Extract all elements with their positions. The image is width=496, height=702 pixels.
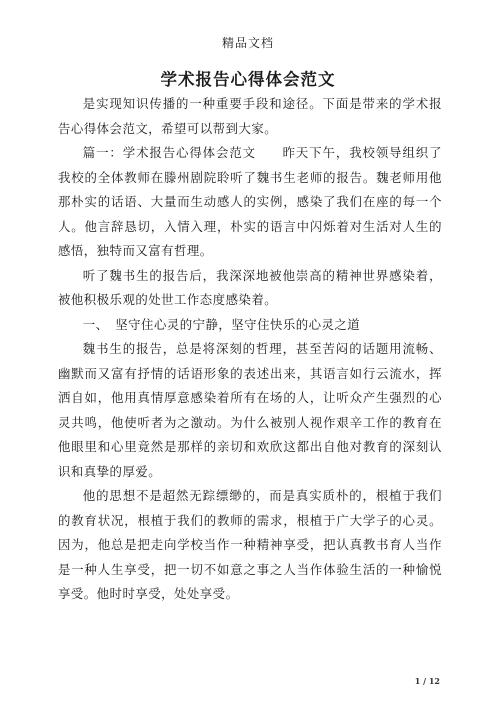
page-number: 1 / 12 [414,676,440,686]
document-title: 学术报告心得体会范文 [160,70,336,89]
paragraph-thoughts: 他的思想不是超然无踪缥缈的，而是真实质朴的，根植于我们的教育状况，根植于我们的教师的需求，根植于广大学子的心灵。因为，他总是把走向学校当作一种精神享受，把认真教书育人当作是一种人生享受，把一切不如意之事之人当作体验生活的一种愉悦享受。他时时享受，处处享受。 [58,488,442,601]
paragraph-report-style: 魏书生的报告，总是将深刻的哲理，甚至苦闷的话题用流畅、幽默而又富有抒情的话语形象的表述出来，其语言如行云流水，挥洒自如，他用真情厚意感染着所有在场的人，让听众产生强烈的心灵共鸣，他使听者为之激动。为什么被别人视作艰辛工作的教育在他眼里和心里竟然是那样的亲切和欢欣这都出自他对教育的深刻认识和真挚的厚爱。 [58,341,442,479]
paragraph-intro: 是实现知识传播的一种重要手段和途径。下面是带来的学术报告心得体会范文，希望可以帮到大家。 [58,96,442,136]
paragraph-impression: 听了魏书生的报告后，我深深地被他崇高的精神世界感染着，被他积极乐观的处世工作态度感染着。 [58,267,442,307]
paragraph-article-one: 篇一：学术报告心得体会范文 昨天下午，我校领导组织了我校的全体教师在滕州剧院聆听了魏书生老师的报告。魏老师用他那朴实的话语、大量而生动感人的实例，感染了我们在座的每一个人。他言辞恳切，入情入理，朴实的语言中闪烁着对生活对人生的感悟，独特而又富有哲理。 [58,145,442,258]
document-body [58,92,442,607]
section-heading-one: 一、 坚守住心灵的宁静，坚守住快乐的心灵之道 [82,316,361,332]
header-label: 精品文档 [221,36,274,50]
